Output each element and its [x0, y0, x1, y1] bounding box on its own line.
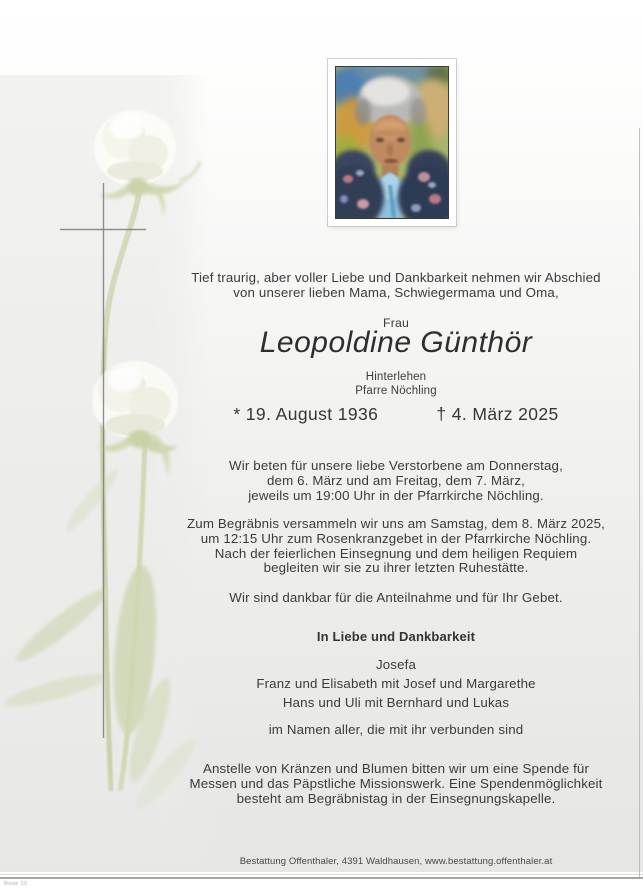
mourner-line: Franz und Elisabeth mit Josef und Margarethe	[256, 675, 536, 691]
mourners-list	[156, 656, 636, 712]
portrait-photo	[335, 66, 449, 219]
funeral-home-footer: Bestattung Offenthaler, 4391 Waldhausen, www.bestattung.offenthaler.at	[239, 856, 553, 867]
parish: Pfarre Nöchling	[355, 385, 437, 397]
text-line: begleiten wir sie zu ihrer letzten Ruhestätte.	[263, 560, 529, 576]
death-date: † 4. März 2025	[436, 404, 559, 424]
closing-line: In Liebe und Dankbarkeit	[316, 629, 476, 644]
portrait-photo-graphic	[336, 67, 448, 218]
deceased-name: Leopoldine Günthör	[259, 326, 533, 359]
text-line: um 12:15 Uhr zum Rosenkranzgebet in der Pfarrkirche Nöchling.	[200, 530, 592, 546]
prayer-services-text	[156, 459, 636, 503]
thanks-text: Wir sind dankbar für die Anteilnahme und für Ihr Gebet.	[229, 590, 563, 605]
portrait-photo-frame	[328, 59, 456, 226]
scan-edge-line-dark	[0, 877, 643, 879]
text-line: dem 6. März und am Freitag, dem 7. März,	[267, 472, 525, 488]
text-line: Anstelle von Kränzen und Blumen bitten wir um eine Spende für	[202, 761, 590, 776]
text-line: Zum Begräbnis versammeln wir uns am Samstag, dem 8. März 2025,	[187, 516, 605, 531]
donation-text	[156, 762, 636, 806]
text-line: besteht am Begräbnistag in der Einsegnungskapelle.	[236, 790, 556, 806]
text-line: Wir beten für unsere liebe Verstorbene am Donnerstag,	[229, 458, 563, 473]
intro-line: von unserer lieben Mama, Schwiegermama und Oma,	[233, 284, 559, 300]
scan-edge-line-light	[0, 874, 643, 875]
funeral-details-text	[156, 517, 636, 576]
life-dates	[156, 404, 636, 424]
text-line: jeweils um 19:00 Uhr in der Pfarrkirche Nöchling.	[248, 487, 544, 503]
salutation: Frau	[383, 316, 409, 330]
scan-watermark: Rose 10	[4, 881, 28, 887]
text-line: Messen und das Päpstliche Missionswerk. Eine Spendenmöglichkeit	[189, 775, 603, 791]
birth-date: * 19. August 1936	[233, 404, 379, 424]
scan-right-edge-line	[639, 128, 640, 877]
mourner-line: Josefa	[375, 657, 417, 672]
residence: Hinterlehen	[365, 371, 427, 383]
mourner-line: Hans und Uli mit Bernhard und Lukas	[282, 694, 510, 710]
intro-line: Tief traurig, aber voller Liebe und Dankbarkeit nehmen wir Abschied	[191, 270, 601, 285]
text-line: Nach der feierlichen Einsegnung und dem heiligen Requiem	[214, 545, 578, 561]
intro-text	[156, 271, 636, 301]
in-name-of-all-text: im Namen aller, die mit ihr verbunden sind	[268, 722, 524, 737]
